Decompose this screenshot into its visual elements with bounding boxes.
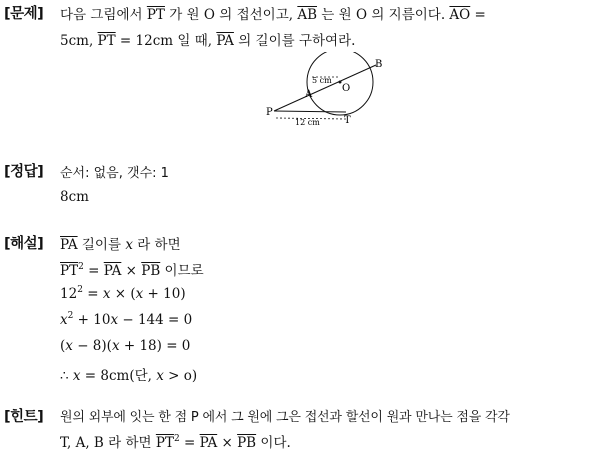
answer-value: 8cm [60, 189, 89, 205]
label-o: O [342, 83, 351, 94]
problem-label: [문제] [4, 6, 44, 22]
segment-pa: $\overline{PA}$ [60, 237, 78, 253]
segment-pb: $\overline{PB}$ [237, 435, 257, 451]
explanation-label: [해설] [4, 236, 44, 252]
secant-line [274, 65, 376, 111]
explanation-line-3: $12^2 = x \times (x + 10)$ [60, 285, 186, 302]
hint-line-1: 원의 외부에 잇는 한 점 P 에서 그 원에 그은 접선과 할선이 원과 만나는 점을 각각 [60, 410, 510, 425]
segment-pb: $\overline{PB}$ [141, 263, 161, 279]
label-t: T [344, 115, 351, 126]
label-5cm: 5 cm [312, 76, 332, 85]
label-b: B [375, 59, 382, 70]
segment-pt: $\overline{PT}$ [155, 435, 174, 451]
explanation-line-6: ∴ x = 8cm(단, x > o) [60, 368, 198, 384]
explanation-line-5: (x − 8)(x + 18) = 0 [60, 338, 191, 354]
label-12cm: 12 cm [295, 118, 320, 127]
hint-line-2: T, A, B 라 하면 $\overline{PT}^2 = \overline{PA} \times \overline{PB}$ 이다. [60, 434, 291, 451]
label-a: A [305, 89, 313, 100]
segment-ab: $\overline{AB}$ [297, 7, 318, 23]
problem-line-2: 5cm, $\overline{PT} = 12cm$ 일 때, $\overline{PA}$ 의 길이를 구하여라. [60, 33, 356, 49]
segment-pt: $\overline{PT}$ [60, 263, 79, 279]
geometry-figure [262, 52, 382, 128]
answer-line-1: 순서: 없음, 갯수: 1 [60, 166, 169, 181]
segment-pt: $\overline{PT}$ [146, 7, 165, 23]
segment-pa: $\overline{PA}$ [216, 33, 234, 49]
hint-label: [힌트] [4, 409, 44, 425]
segment-pa: $\overline{PA}$ [199, 435, 218, 451]
label-p: P [266, 107, 273, 118]
answer-label: [정답] [4, 164, 44, 180]
problem-line-1: 다음 그림에서 $\overline{PT}$ 가 원 O 의 접선이고, $\overline{AB}$ 는 원 O 의 지름이다. $\overline{AO}$ = [60, 7, 486, 23]
explanation-line-2: $\overline{PT}^2 = \overline{PA} \times \overline{PB}$ 이므로 [60, 262, 204, 279]
explanation-line-1: $\overline{PA}$ 길이를 x 라 하면 [60, 237, 181, 253]
explanation-line-4: $x^2 + 10x - 144 = 0$ [60, 311, 193, 328]
segment-pt: $\overline{PT}$ [97, 33, 116, 49]
tangent-line [274, 111, 346, 112]
segment-pa: $\overline{PA}$ [103, 263, 122, 279]
segment-ao: $\overline{AO}$ [449, 7, 471, 23]
